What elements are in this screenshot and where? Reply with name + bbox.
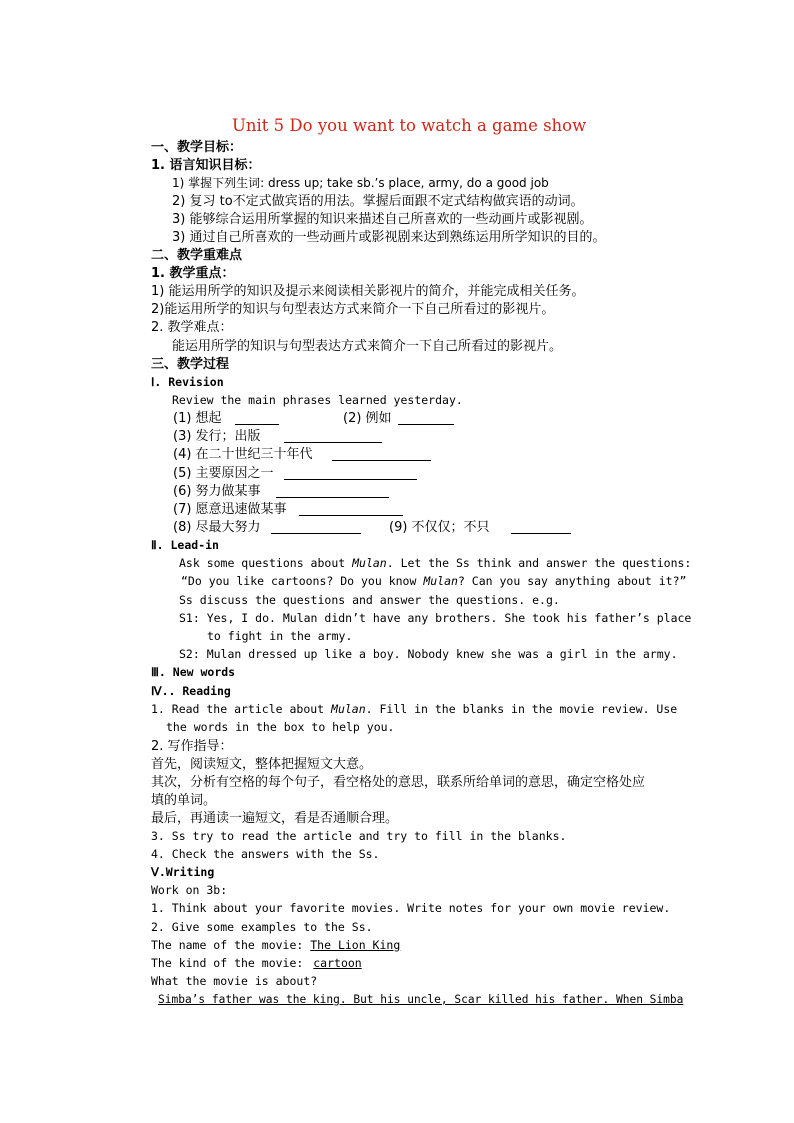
phrase-item: (1) 想起 bbox=[173, 411, 222, 426]
phrase-item: (2) 例如 bbox=[343, 411, 392, 426]
reading-heading: Ⅳ.. Reading bbox=[151, 684, 231, 698]
answer-blank bbox=[235, 424, 279, 425]
writing-line: 2. Give some examples to the Ss. bbox=[151, 920, 373, 934]
key-point-item: 2)能运用所学的知识与句型表达方式来简介一下自己所看过的影视片。 bbox=[151, 302, 555, 317]
goal-item: 2) 复习 to不定式做宾语的用法。掌握后面跟不定式结构做宾语的动词。 bbox=[172, 194, 584, 209]
movie-name-answer: The Lion King bbox=[310, 938, 401, 952]
section-heading-key-points: 二、教学重难点 bbox=[151, 248, 243, 263]
subheading-key-points: 1. 教学重点： bbox=[151, 266, 235, 281]
answer-blank bbox=[511, 533, 571, 534]
writing-line: The name of the movie: The Lion King bbox=[151, 940, 443, 952]
answer-blank bbox=[284, 442, 382, 443]
revision-intro: Review the main phrases learned yesterday. bbox=[172, 393, 463, 407]
reading-line: 填的单词。 bbox=[151, 793, 217, 808]
section-heading-goals: 一、教学目标： bbox=[151, 140, 243, 155]
revision-heading: Ⅰ. Revision bbox=[151, 375, 224, 389]
phrase-item: (7) 愿意迅速做某事 bbox=[173, 502, 287, 517]
section-heading-process: 三、教学过程 bbox=[151, 357, 230, 372]
lead-in-heading: Ⅱ. Lead-in bbox=[151, 538, 219, 552]
key-point-item: 1) 能运用所学的知识及提示来阅读相关影视片的简介，并能完成相关任务。 bbox=[151, 284, 585, 299]
phrase-item: (9) 不仅仅；不只 bbox=[389, 520, 490, 535]
writing-line: The kind of the movie: cartoon bbox=[151, 958, 377, 970]
goal-item: 1) 掌握下列生词: dress up; take sb.’s place, army, do a good job bbox=[172, 176, 549, 190]
answer-blank bbox=[332, 460, 431, 461]
answer-blank bbox=[271, 533, 361, 534]
reading-line: the words in the box to help you. bbox=[166, 720, 395, 734]
writing-heading: Ⅴ.Writing bbox=[151, 865, 215, 879]
goal-item: 3) 通过自己所喜欢的一些动画片或影视剧来达到熟练运用所学知识的目的。 bbox=[172, 230, 606, 245]
subheading-difficult-points: 2. 教学难点： bbox=[151, 320, 233, 335]
goal-item: 3) 能够综合运用所掌握的知识来描述自己所喜欢的一些动画片或影视剧。 bbox=[172, 212, 593, 227]
reading-line: 最后，再通读一遍短文，看是否通顺合理。 bbox=[151, 811, 399, 826]
phrase-item: (8) 尽最大努力 bbox=[173, 520, 261, 535]
reading-line: 2. 写作指导： bbox=[151, 739, 233, 754]
new-words-heading: Ⅲ. New words bbox=[151, 665, 236, 679]
lead-in-line: to fight in the army. bbox=[207, 629, 353, 643]
lead-in-line: S1: Yes, I do. Mulan didn’t have any brothers. She took his father’s place bbox=[179, 611, 692, 625]
answer-blank bbox=[276, 497, 389, 498]
writing-line: What the movie is about? bbox=[151, 974, 318, 988]
answer-blank bbox=[398, 424, 454, 425]
difficult-point-item: 能运用所学的知识与句型表达方式来简介一下自己所看过的影视片。 bbox=[172, 339, 563, 354]
phrase-item: (6) 努力做某事 bbox=[173, 484, 261, 499]
writing-line: Work on 3b: bbox=[151, 883, 228, 897]
subheading-language-goals: 1. 语言知识目标： bbox=[151, 158, 261, 173]
reading-line: 3. Ss try to read the article and try to fill in the blanks. bbox=[151, 829, 567, 843]
phrase-item: (4) 在二十世纪三十年代 bbox=[173, 447, 313, 462]
reading-line: 其次，分析有空格的每个句子，看空格处的意思，联系所给单词的意思，确定空格处应 bbox=[151, 775, 646, 790]
page-title: Unit 5 Do you want to watch a game show bbox=[232, 116, 587, 135]
phrase-item: (3) 发行；出版 bbox=[173, 429, 261, 444]
movie-kind-answer: cartoon bbox=[313, 956, 362, 970]
lead-in-line: Ss discuss the questions and answer the questions. e.g. bbox=[179, 593, 560, 607]
lead-in-line: S2: Mulan dressed up like a boy. Nobody knew she was a girl in the army. bbox=[179, 647, 678, 661]
lead-in-line: Ask some questions about Mulan. Let the Ss think and answer the questions: bbox=[179, 556, 692, 570]
reading-line: 首先，阅读短文，整体把握短文大意。 bbox=[151, 757, 373, 772]
writing-line: Simba’s father was the king. But his uncle, Scar killed his father. When Simba bbox=[158, 993, 684, 1006]
phrase-item: (5) 主要原因之一 bbox=[173, 466, 274, 481]
lead-in-line: “Do you like cartoons? Do you know Mulan? Can you say anything about it?” bbox=[181, 574, 687, 588]
reading-line: 1. Read the article about Mulan. Fill in the blanks in the movie review. Use bbox=[151, 702, 678, 716]
answer-blank bbox=[284, 479, 417, 480]
reading-line: 4. Check the answers with the Ss. bbox=[151, 847, 380, 861]
answer-blank bbox=[299, 515, 403, 516]
writing-line: 1. Think about your favorite movies. Write notes for your own movie review. bbox=[151, 901, 671, 915]
